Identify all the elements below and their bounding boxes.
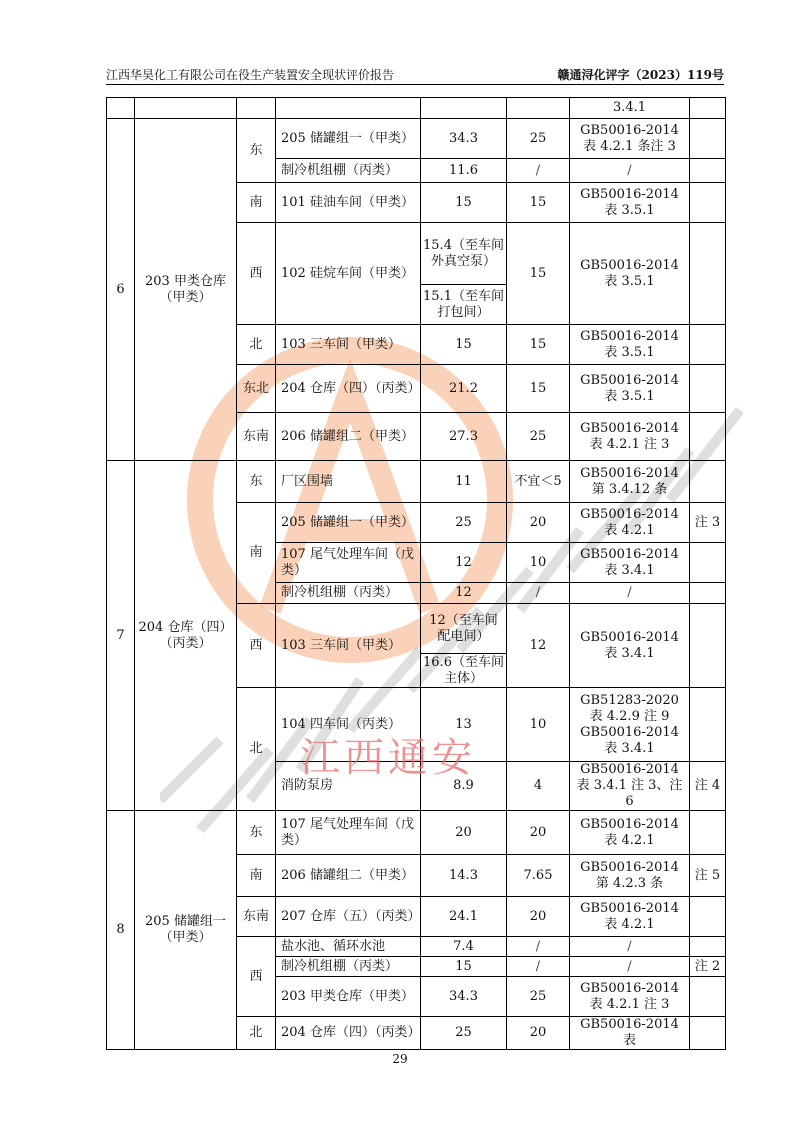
note-cell: 注 3 [690,503,726,543]
basis-cell: GB50016-2014 第 3.4.12 条 [570,461,690,503]
basis-line: GB51283-2020 表 4.2.9 注 9 [580,692,679,724]
note-cell: 注 5 [690,855,726,897]
note-cell: 注 2 [690,957,726,977]
direction-cell: 北 [237,688,276,811]
basis-cell: GB50016-2014 表 4.2.1 [570,811,690,855]
actual-cell: 24.1 [421,897,507,937]
actual-cell: 20 [421,811,507,855]
group-name: 205 储罐组一（甲类） [135,811,237,1050]
direction-cell: 南 [237,503,276,604]
basis-cell: GB50016-2014 第 4.2.3 条 [570,855,690,897]
target-cell: 103 三车间（甲类） [276,604,421,688]
direction-cell: 北 [237,1017,276,1050]
actual-cell: 15 [421,957,507,977]
actual-cell: 12 [421,583,507,604]
target-cell: 203 甲类仓库（甲类） [276,977,421,1017]
target-cell: 制冷机组棚（丙类） [276,583,421,604]
target-cell: 102 硅烷车间（甲类） [276,223,421,325]
report-number: 赣通浔化评字（2023）119号 [557,68,724,82]
required-cell: 25 [507,977,570,1017]
target-cell: 101 硅油车间（甲类） [276,183,421,223]
target-cell: 207 仓库（五）（丙类） [276,897,421,937]
watermark-text: 江西通安 [300,735,476,781]
basis-cell: GB50016-2014 表 4.2.1 [570,503,690,543]
actual-cell: 15.4（至车间外真空泵） [421,223,507,285]
required-cell: 20 [507,1017,570,1050]
basis-cell [570,688,690,762]
required-cell: 25 [507,413,570,461]
table-row [107,811,726,855]
actual-cell: 7.4 [421,937,507,957]
group-name: 203 甲类仓库（甲类） [135,119,237,461]
actual-cell: 34.3 [421,977,507,1017]
actual-cell: 25 [421,1017,507,1050]
basis-cell: GB50016-2014 表 3.4.1 注 3、注 6 [570,762,690,811]
actual-cell: 34.3 [421,119,507,159]
target-cell: 103 三车间（甲类） [276,325,421,365]
group-name: 204 仓库（四）（丙类） [135,461,237,811]
group-number: 8 [107,811,135,1050]
required-cell: 15 [507,325,570,365]
required-cell: 15 [507,365,570,413]
group-number: 6 [107,119,135,461]
actual-cell: 13 [421,688,507,762]
basis-line: GB50016-2014 表 3.4.1 [580,724,679,756]
required-cell: 4 [507,762,570,811]
required-cell: / [507,937,570,957]
basis-cell: GB50016-2014 表 3.4.1 [570,604,690,688]
required-cell: 20 [507,897,570,937]
basis-cell: GB50016-2014 表 3.5.1 [570,183,690,223]
target-cell: 107 尾气处理车间（戊类） [276,543,421,583]
required-cell: 20 [507,811,570,855]
direction-cell: 东 [237,811,276,855]
group-number: 7 [107,461,135,811]
target-cell: 107 尾气处理车间（戊类） [276,811,421,855]
required-cell: 12 [507,604,570,688]
direction-cell: 西 [237,604,276,688]
required-cell: 不宜＜5 [507,461,570,503]
distance-table [106,97,726,1050]
required-cell: 15 [507,183,570,223]
target-cell: 104 四车间（丙类） [276,688,421,762]
required-cell: 10 [507,543,570,583]
target-cell: 制冷机组棚（丙类） [276,159,421,183]
basis-cell: GB50016-2014 表 4.2.1 注 3 [570,413,690,461]
target-cell: 厂区围墙 [276,461,421,503]
required-cell: / [507,583,570,604]
required-cell: 15 [507,223,570,325]
required-cell: / [507,159,570,183]
basis-cell: GB50016-2014 表 4.2.1 条注 3 [570,119,690,159]
actual-cell: 8.9 [421,762,507,811]
actual-cell: 12（至车间配电间） [421,604,507,654]
direction-cell: 北 [237,325,276,365]
required-cell: 25 [507,119,570,159]
basis-cell: GB50016-2014 表 3.5.1 [570,365,690,413]
basis-cell: GB50016-2014 表 3.5.1 [570,325,690,365]
actual-cell: 21.2 [421,365,507,413]
target-cell: 205 储罐组一（甲类） [276,503,421,543]
basis-cell: GB50016-2014 表 4.2.1 注 3 [570,977,690,1017]
direction-cell: 东南 [237,413,276,461]
page-header [106,68,724,85]
required-cell: 20 [507,503,570,543]
target-cell: 制冷机组棚（丙类） [276,957,421,977]
note-cell: 注 4 [690,762,726,811]
actual-cell: 27.3 [421,413,507,461]
table-row [107,461,726,503]
target-cell: 204 仓库（四）（丙类） [276,365,421,413]
basis-cell: GB50016-2014 表 3.4.1 [570,543,690,583]
basis-cell: / [570,583,690,604]
target-cell: 205 储罐组一（甲类） [276,119,421,159]
direction-cell: 西 [237,937,276,1017]
actual-cell: 11.6 [421,159,507,183]
table-row [107,98,726,119]
direction-cell: 东 [237,461,276,503]
basis-cell: / [570,159,690,183]
actual-cell: 16.6（至车间主体） [421,654,507,688]
actual-cell: 11 [421,461,507,503]
basis-cell: GB50016-2014 表 4.2.1 [570,897,690,937]
target-cell: 204 仓库（四）（丙类） [276,1017,421,1050]
direction-cell: 南 [237,183,276,223]
actual-cell: 14.3 [421,855,507,897]
direction-cell: 东 [237,119,276,183]
basis-cell: / [570,937,690,957]
actual-cell: 25 [421,503,507,543]
basis-cell: GB50016-2014 表 3.5.1 [570,223,690,325]
basis-cell: GB50016-2014 表 [570,1017,690,1050]
actual-cell: 15 [421,325,507,365]
table-row [107,119,726,159]
target-cell: 206 储罐组二（甲类） [276,855,421,897]
target-cell: 消防泵房 [276,762,421,811]
direction-cell: 南 [237,855,276,897]
note-cell [690,119,726,159]
page-number: 29 [392,1052,408,1066]
actual-cell: 15 [421,183,507,223]
report-title: 江西华昊化工有限公司在役生产装置安全现状评价报告 [106,68,395,82]
direction-cell: 东北 [237,365,276,413]
direction-cell: 西 [237,223,276,325]
required-cell: 7.65 [507,855,570,897]
required-cell: 10 [507,688,570,762]
target-cell: 206 储罐组二（甲类） [276,413,421,461]
target-cell: 盐水池、循环水池 [276,937,421,957]
actual-cell: 12 [421,543,507,583]
required-cell: / [507,957,570,977]
basis-cell: 3.4.1 [570,98,690,119]
actual-cell: 15.1（至车间打包间） [421,285,507,325]
direction-cell: 东南 [237,897,276,937]
basis-cell: / [570,957,690,977]
